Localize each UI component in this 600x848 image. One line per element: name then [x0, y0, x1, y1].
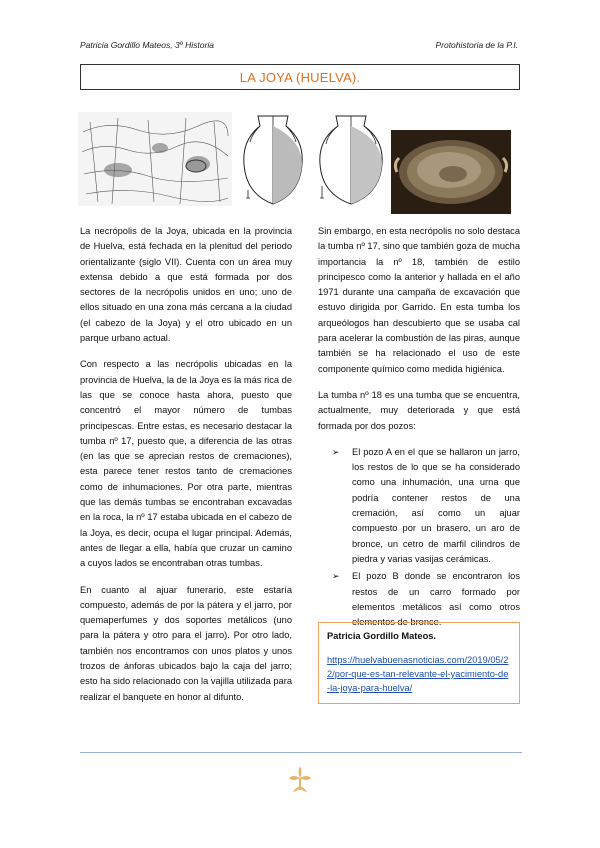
paragraph: Con respecto a las necrópolis ubicadas en la provincia de Huelva, la de la Joya es la más rica de las que se conoce hasta ahora, puesto que concentró el mayor número de tumbas principescas. Entre estas, es necesario destacar la tumba nº 17, puesto que, a diferencia de las otras (en las que se aprecian restos de cremaciones), esta parece tener restos tanto de cremaciones como de inhumaciones. Por otra parte, mientras que las demás tumbas se encontraban excavadas en la roca, la nº 17 estaba ubicada en el cabezo de la Joya, es decir, ocupa el lugar principal. Además, antes de llegar a ella, había que cruzar un camino a cuyos lados se encontraban otras tumbas.	[80, 359, 292, 569]
paragraph: Sin embargo, en esta necrópolis no solo destaca la tumba nº 17, sino que también goza de mucha importancia la nº 18, también de estilo principesco como la anterior y hallada en el año 1971 durante una campaña de excavación que estuvo dirigida por Garrido. En esta tumba los arqueólogos han descubierto que se usaba cal para acelerar la combustión de las piras, aunque también se ha relacionado el uso de este componente químico como medida higiénica.	[318, 226, 520, 374]
amphora-drawing-2	[314, 112, 388, 208]
paragraph: La tumba nº 18 es una tumba que se encuentra, actualmente, muy deteriorada y que está formada por dos pozos:	[318, 389, 520, 431]
title-box	[80, 64, 520, 90]
excavation-sketch-image	[78, 112, 232, 206]
source-link[interactable]: https://huelvabuenasnoticias.com/2019/05/22/por-que-es-tan-relevante-el-yacimiento-de-la-joya-para-huelva/	[327, 655, 509, 693]
left-column	[80, 224, 292, 716]
header-author: Patricia Gordillo Mateos, 3º Historia	[80, 40, 214, 50]
citation-author: Patricia Gordillo Mateos.	[327, 631, 437, 641]
arrow-bullet-icon: ➢	[332, 571, 340, 582]
paragraph: La necrópolis de la Joya, ubicada en la provincia de Huelva, está fechada en la plenitud del periodo orientalizante (siglo VII). Cuenta con un área muy extensa debido a que está formada por dos sectores de la necrópolis unidos en uno; uno de ellos situado en una zona más cercana a la ciudad (el cabezo de la Joya) y el otro ubicado en un parque urbano actual.	[80, 226, 292, 344]
header-subject: Protohistoria de la P.I.	[435, 40, 518, 50]
paragraph: En cuanto al ajuar funerario, este estaría compuesto, además de por la pátera y el jarro, por quemaperfumes y dos soportes metálicos (uno para la pátera y otro para el jarro). Por otro lado, también nos encontramos con unos platos y unos trozos de ánforas ubicados bajo la caja del jarro; esto ha sido relacionado con la vajilla utilizada para realizar el banquete en honor al difunto.	[80, 584, 292, 702]
fleur-ornament-icon	[287, 764, 313, 794]
page-title: LA JOYA (HUELVA).	[239, 69, 361, 85]
list-item	[318, 445, 520, 567]
arrow-bullet-icon: ➢	[332, 446, 340, 457]
bronze-platter-photo	[391, 130, 511, 214]
right-column	[318, 224, 520, 632]
amphora-drawing-1	[238, 112, 308, 208]
bullet-list	[318, 445, 520, 631]
footer-divider	[80, 752, 522, 753]
list-item-text: El pozo A en el que se hallaron un jarro, los restos de lo que se ha considerado como una inhumación, una urna que podría contener restos de una cremación, así como un ajuar compuesto por un brasero, un aro de bronce, un cetro de marfil cilindros de piedra y varias vasijas cerámicas.	[352, 446, 520, 564]
citation-box	[318, 622, 520, 704]
list-item-text: El pozo B donde se encontraron los restos de un carro formado por elementos metálicos así como otros elementos de bronce.	[352, 571, 520, 628]
